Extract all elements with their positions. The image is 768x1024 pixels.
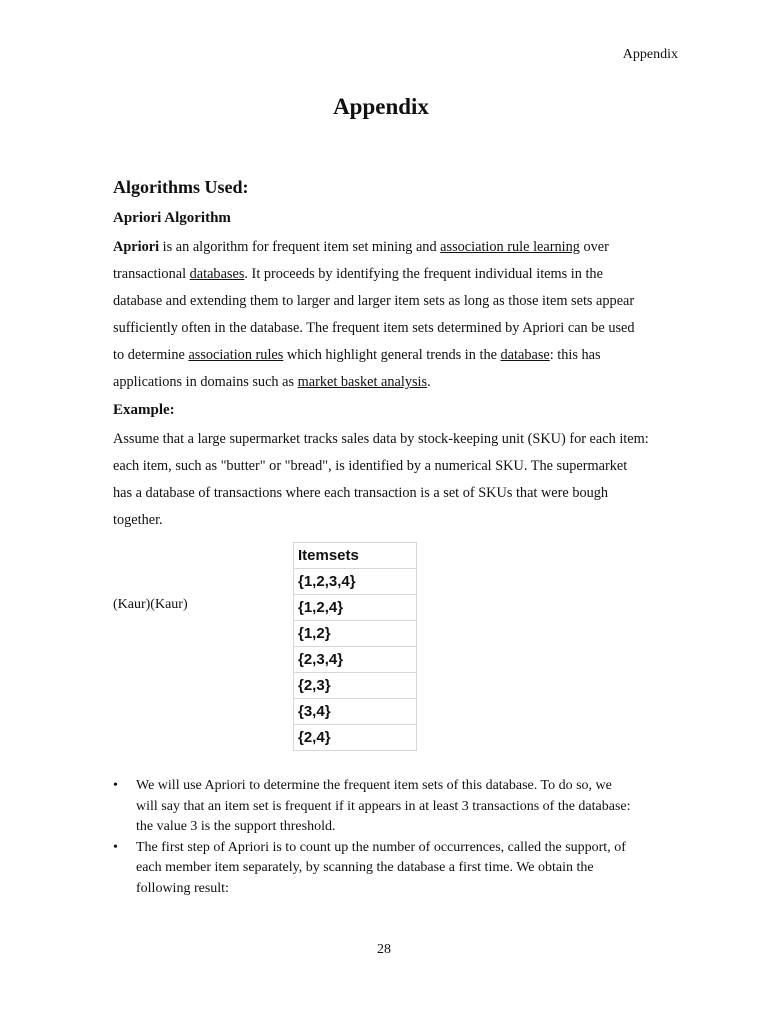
table-row	[294, 725, 417, 751]
table-header-cell: Itemsets	[294, 543, 417, 569]
bullet-list	[113, 776, 673, 899]
link-market-basket-analysis[interactable]: market basket analysis	[297, 374, 428, 390]
example-paragraph	[113, 426, 693, 534]
page-number: 28	[377, 942, 391, 957]
table-cell: {2,3,4}	[294, 647, 417, 673]
table-cell: {2,3}	[294, 673, 417, 699]
table-cell: {1,2}	[294, 621, 417, 647]
bullet-line: The first step of Apriori is to count up the number of occurrences, called the support, of	[136, 839, 626, 855]
example-line: together.	[113, 512, 163, 528]
intro-line: Apriori is an algorithm for frequent item set mining and association rule learning over	[113, 239, 609, 255]
link-databases[interactable]: databases	[189, 266, 245, 282]
table-row	[294, 673, 417, 699]
bullet-symbol: •	[113, 839, 118, 855]
link-database[interactable]: database	[500, 347, 550, 363]
intro-line: transactional databases. It proceeds by identifying the frequent individual items in the	[113, 266, 603, 282]
page-title: Appendix	[333, 94, 429, 119]
bullet-item	[113, 838, 673, 900]
table-cell: {1,2,3,4}	[294, 569, 417, 595]
section-heading: Algorithms Used:	[113, 177, 249, 197]
intro-line: database and extending them to larger and larger item sets as long as those item sets appear	[113, 293, 635, 309]
running-header: Appendix	[622, 47, 678, 62]
example-line: each item, such as "butter" or "bread", is identified by a numerical SKU. The supermarket	[113, 458, 628, 474]
bullet-item	[113, 776, 673, 838]
citation: (Kaur)(Kaur)	[113, 597, 188, 612]
intro-line: to determine association rules which highlight general trends in the database: this has	[113, 347, 601, 363]
link-association-rule-learning[interactable]: association rule learning	[440, 239, 580, 255]
table-row	[294, 699, 417, 725]
table-header-row	[294, 543, 417, 569]
table-cell: {1,2,4}	[294, 595, 417, 621]
term-apriori: Apriori	[113, 239, 160, 255]
subsection-heading: Apriori Algorithm	[113, 210, 231, 226]
bullet-line: will say that an item set is frequent if it appears in at least 3 transactions of the database:	[136, 798, 631, 814]
bullet-line: each member item separately, by scanning the database a first time. We obtain the	[136, 860, 594, 875]
table-row	[294, 621, 417, 647]
bullet-line: following result:	[136, 880, 229, 896]
intro-paragraph	[113, 234, 693, 396]
example-line: has a database of transactions where each transaction is a set of SKUs that were bough	[113, 485, 609, 501]
table-row	[294, 647, 417, 673]
bullet-line: We will use Apriori to determine the frequent item sets of this database. To do so, we	[136, 778, 612, 793]
intro-line: applications in domains such as market basket analysis.	[113, 374, 431, 390]
link-association-rules[interactable]: association rules	[188, 347, 284, 363]
bullet-symbol: •	[113, 778, 118, 793]
bullet-line: the value 3 is the support threshold.	[136, 819, 336, 834]
example-heading: Example:	[113, 402, 175, 418]
itemsets-table	[293, 542, 417, 751]
table-row	[294, 595, 417, 621]
example-line: Assume that a large supermarket tracks sales data by stock-keeping unit (SKU) for each item:	[113, 431, 649, 447]
intro-line: sufficiently often in the database. The frequent item sets determined by Apriori can be used	[113, 320, 635, 336]
table-cell: {3,4}	[294, 699, 417, 725]
table-row	[294, 569, 417, 595]
table-cell: {2,4}	[294, 725, 417, 751]
